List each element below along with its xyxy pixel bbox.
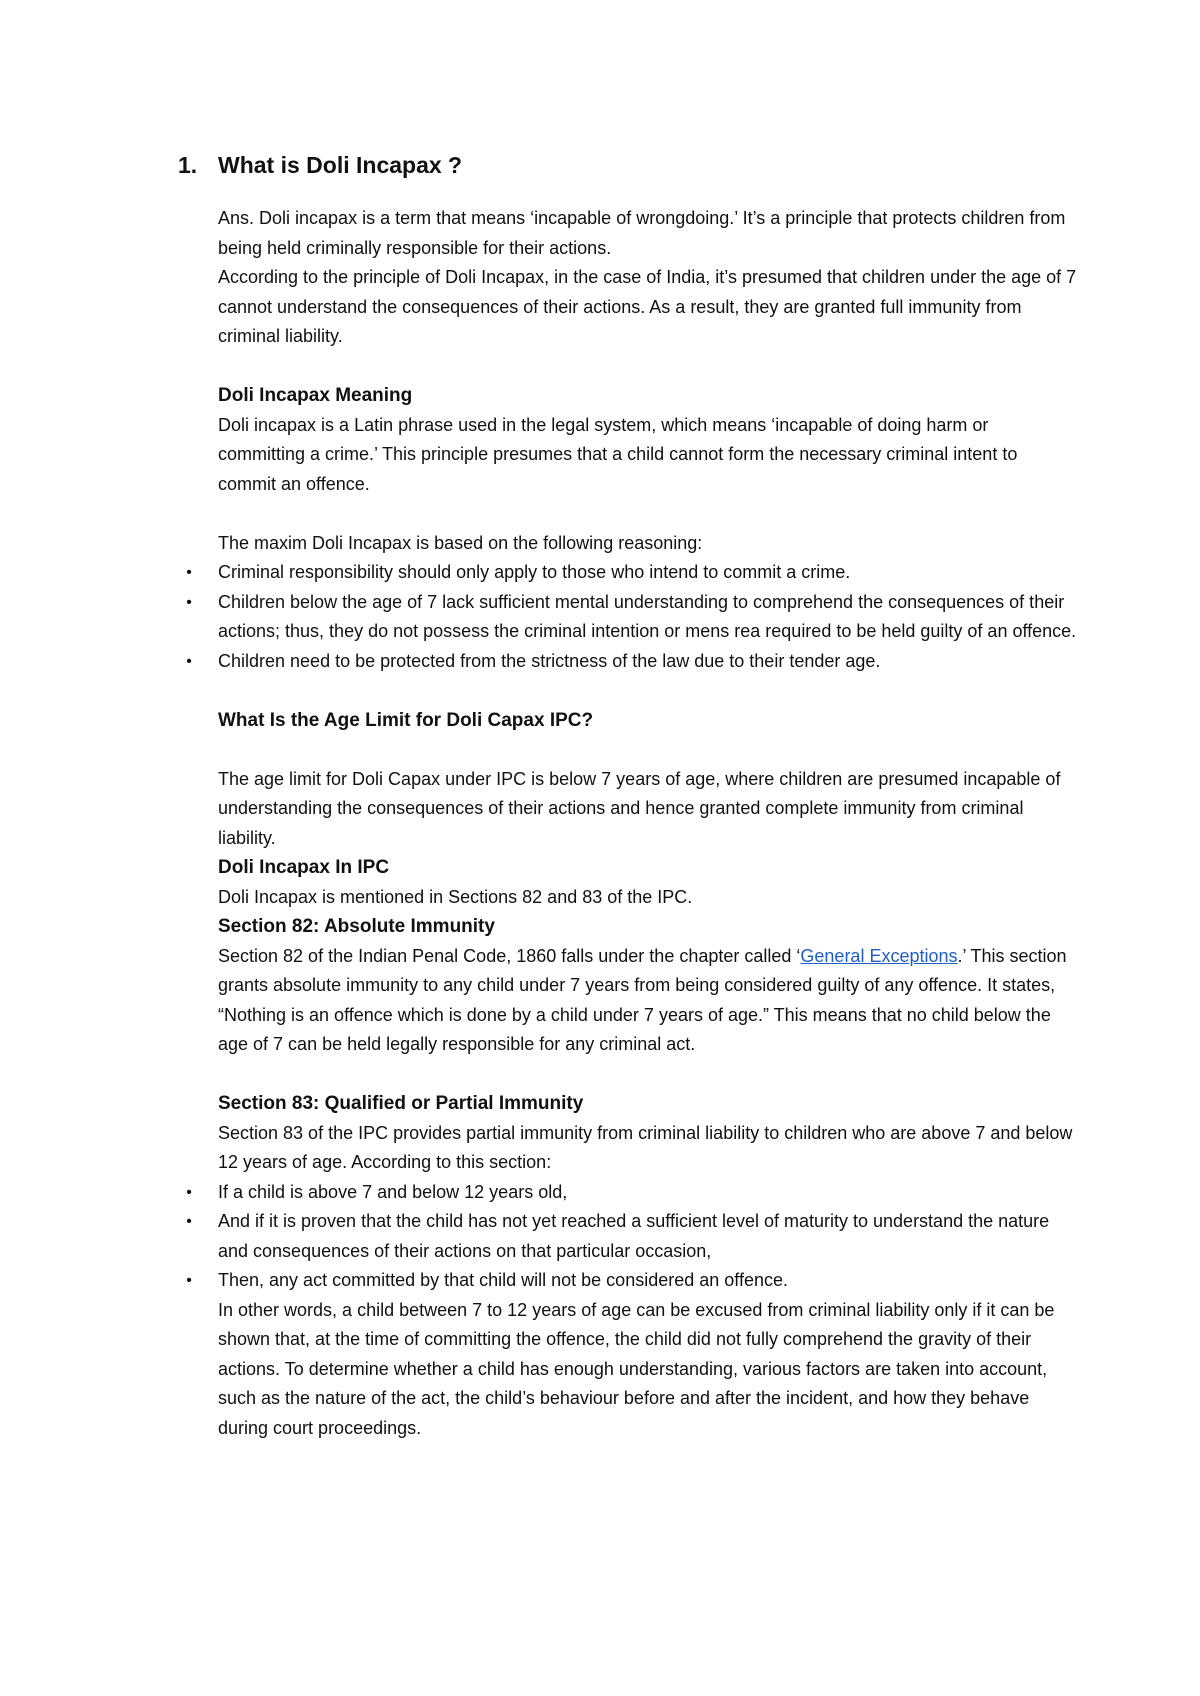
document-body bbox=[186, 120, 1078, 1443]
bullet-icon: • bbox=[186, 593, 192, 611]
list-item: • Children need to be protected from the strictness of the law due to their tender age. bbox=[218, 647, 1078, 677]
bullet-icon: • bbox=[186, 652, 192, 670]
answer-paragraph-2: According to the principle of Doli Incapax, in the case of India, it’s presumed that children under the age of 7 cannot understand the consequences of their actions. As a result, they are granted full immunity from criminal liability. bbox=[218, 267, 1077, 346]
list-item: • Criminal responsibility should only apply to those who intend to commit a crime. bbox=[218, 558, 1078, 588]
meaning-heading: Doli Incapax Meaning bbox=[218, 385, 413, 406]
list-item: • Then, any act committed by that child will not be considered an offence. bbox=[218, 1266, 1078, 1296]
list-item: • And if it is proven that the child has not yet reached a sufficient level of maturity to understand the nature and consequences of their actions on that particular occasion, bbox=[218, 1207, 1078, 1266]
reasoning-intro: The maxim Doli Incapax is based on the following reasoning: bbox=[218, 532, 703, 553]
age-limit-heading: What Is the Age Limit for Doli Capax IPC? bbox=[218, 709, 594, 731]
age-limit-paragraph: The age limit for Doli Capax under IPC is below 7 years of age, where children are presumed incapable of understanding the consequences of their actions and hence granted complete immunity from criminal liability. bbox=[218, 768, 1061, 848]
meaning-paragraph: Doli incapax is a Latin phrase used in the legal system, which means ‘incapable of doing harm or committing a crime.’ This principle presumes that a child cannot form the necessary criminal intent to commit an offence. bbox=[218, 414, 1018, 494]
list-item: • Children below the age of 7 lack sufficient mental understanding to comprehend the consequences of their actions; thus, they do not possess the criminal intention or mens rea required to be held guilty of an offence. bbox=[218, 588, 1078, 647]
bullet-icon: • bbox=[186, 1183, 192, 1201]
reasoning-list bbox=[186, 558, 1078, 676]
section-82-paragraph: Section 82 of the Indian Penal Code, 1860 falls under the chapter called ‘General Exceptions.’ This section grants absolute immunity to any child under 7 years from being considered guilty of any offence. It states, “Nothing is an offence which is done by a child under 7 years of age.” This means that no child below the age of 7 can be held legally responsible for any criminal act. bbox=[218, 945, 1067, 1054]
bullet-icon: • bbox=[186, 564, 192, 581]
in-ipc-heading: Doli Incapax In IPC bbox=[218, 857, 390, 878]
question-number: 1. bbox=[178, 152, 198, 178]
bullet-icon: • bbox=[186, 1272, 192, 1289]
list-item: • If a child is above 7 and below 12 years old, bbox=[218, 1178, 1078, 1208]
answer-paragraph-1: Ans. Doli incapax is a term that means ‘incapable of wrongdoing.’ It’s a principle that protects children from being held criminally responsible for their actions. bbox=[218, 208, 1066, 258]
question-text: What is Doli Incapax ? bbox=[218, 152, 463, 178]
bullet-icon: • bbox=[186, 1213, 192, 1230]
section-82-heading: Section 82: Absolute Immunity bbox=[218, 916, 495, 937]
section-83-paragraph: Section 83 of the IPC provides partial immunity from criminal liability to children who are above 7 and below 12 years of age. According to this section: bbox=[218, 1122, 1073, 1172]
section-83-conclusion: In other words, a child between 7 to 12 years of age can be excused from criminal liability only if it can be shown that, at the time of committing the offence, the child did not fully comprehend the gravity of their actions. To determine whether a child has enough understanding, various factors are taken into account, such as the nature of the act, the child’s behaviour before and after the incident, and how they behave during court proceedings. bbox=[218, 1299, 1055, 1438]
general-exceptions-link[interactable]: General Exceptions bbox=[800, 945, 958, 966]
section-83-list bbox=[186, 1178, 1078, 1296]
in-ipc-paragraph: Doli Incapax is mentioned in Sections 82 and 83 of the IPC. bbox=[218, 886, 693, 907]
section-83-heading: Section 83: Qualified or Partial Immunity bbox=[218, 1093, 584, 1114]
